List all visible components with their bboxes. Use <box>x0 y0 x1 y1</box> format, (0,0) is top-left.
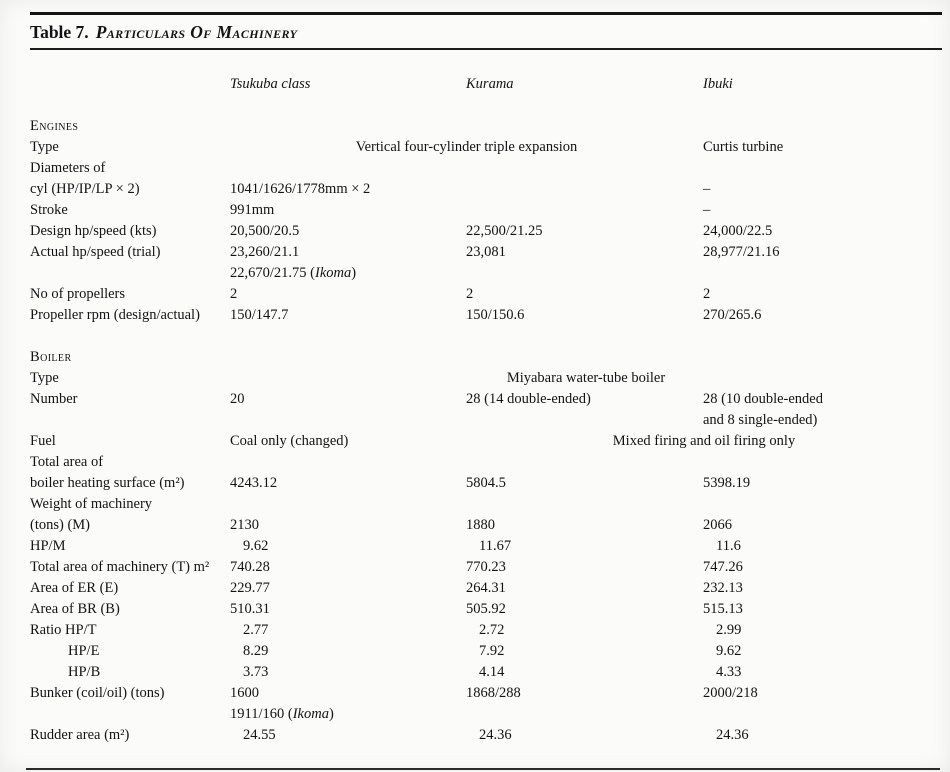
boiler-heading: Boiler <box>30 349 72 365</box>
row-heating-values <box>30 473 942 494</box>
row-label: Actual hp/speed (trial) <box>30 244 161 260</box>
row-label: Type <box>30 139 59 155</box>
row-fuel <box>30 431 942 452</box>
row-label: No of propellers <box>30 286 126 302</box>
area-br-kurama: 505.92 <box>466 601 506 617</box>
ratio-hp-t-ibuki: 2.99 <box>716 622 742 638</box>
hp-b-ibuki: 4.33 <box>716 664 742 680</box>
number-ibuki: 28 (10 double-ended <box>703 391 823 407</box>
section-heading-boiler <box>30 347 942 368</box>
weight-tsukuba: 2130 <box>230 517 259 533</box>
rudder-kurama: 24.36 <box>479 727 512 743</box>
fuel-tsukuba: Coal only (changed) <box>230 433 349 449</box>
propellers-ibuki: 2 <box>703 286 711 302</box>
row-label: boiler heating surface (m²) <box>30 475 185 491</box>
number-ibuki-cont: and 8 single-ended) <box>703 412 818 428</box>
area-br-tsukuba: 510.31 <box>230 601 270 617</box>
area-br-ibuki: 515.13 <box>703 601 743 617</box>
hp-e-tsukuba: 8.29 <box>243 643 269 659</box>
hp-e-kurama: 7.92 <box>479 643 505 659</box>
row-label: HP/E <box>68 643 100 659</box>
row-actual-hp <box>30 242 942 263</box>
row-engine-type <box>30 137 942 158</box>
table-particulars-of-machinery <box>30 74 942 746</box>
actual-hp-ibuki: 28,977/21.16 <box>703 244 780 260</box>
row-design-hp <box>30 221 942 242</box>
diameters-tsukuba: 1041/1626/1778mm × 2 <box>230 181 371 197</box>
ship-name-ikoma: Ikoma <box>314 265 352 281</box>
hp-m-tsukuba: 9.62 <box>243 538 269 554</box>
top-rule <box>30 12 942 15</box>
total-area-kurama: 770.23 <box>466 559 506 575</box>
row-label: Design hp/speed (kts) <box>30 223 157 239</box>
value-pre: 1911/160 ( <box>230 706 293 722</box>
number-tsukuba: 20 <box>230 391 245 407</box>
row-hp-e <box>30 641 942 662</box>
hp-m-kurama: 11.67 <box>479 538 512 554</box>
row-label: HP/B <box>68 664 101 680</box>
value-pre: 22,670/21.75 ( <box>230 265 315 281</box>
col-header-tsukuba: Tsukuba class <box>230 76 311 92</box>
hp-m-ibuki: 11.6 <box>716 538 741 554</box>
row-label: Total area of <box>30 454 104 470</box>
actual-hp-tsukuba: 23,260/21.1 <box>230 244 300 260</box>
row-label: Area of BR (B) <box>30 601 120 617</box>
value-post: ) <box>351 265 357 281</box>
row-stroke <box>30 200 942 221</box>
row-area-br <box>30 599 942 620</box>
ratio-hp-t-kurama: 2.72 <box>479 622 505 638</box>
design-hp-tsukuba: 20,500/20.5 <box>230 223 300 239</box>
propellers-tsukuba: 2 <box>230 286 238 302</box>
diameters-ibuki: – <box>703 181 711 197</box>
row-label: HP/M <box>30 538 66 554</box>
actual-hp-kurama: 23,081 <box>466 244 506 260</box>
table-title-prefix: Table 7. <box>30 22 89 42</box>
table-title <box>30 20 950 44</box>
boiler-type-span-value: Miyabara water-tube boiler <box>506 370 666 386</box>
bunker-ibuki: 2000/218 <box>703 685 758 701</box>
row-label: Ratio HP/T <box>30 622 97 638</box>
title-rule <box>30 48 942 50</box>
engine-type-ibuki: Curtis turbine <box>703 139 784 155</box>
row-label: Total area of machinery (T) m² <box>30 559 210 575</box>
col-header-ibuki: Ibuki <box>703 76 733 92</box>
ratio-hp-t-tsukuba: 2.77 <box>243 622 269 638</box>
stroke-tsukuba: 991mm <box>230 202 275 218</box>
stroke-ibuki: – <box>703 202 711 218</box>
actual-hp-ikoma-value <box>230 263 466 284</box>
weight-ibuki: 2066 <box>703 517 732 533</box>
row-label: Stroke <box>30 202 68 218</box>
rpm-tsukuba: 150/147.7 <box>230 307 289 323</box>
row-label: Number <box>30 391 78 407</box>
total-area-ibuki: 747.26 <box>703 559 743 575</box>
hp-b-tsukuba: 3.73 <box>243 664 269 680</box>
value-post: ) <box>328 706 334 722</box>
propellers-kurama: 2 <box>466 286 474 302</box>
col-header-kurama: Kurama <box>466 76 514 92</box>
fuel-span-value: Mixed firing and oil firing only <box>612 433 796 449</box>
number-kurama: 28 (14 double-ended) <box>466 391 591 407</box>
bunker-tsukuba: 1600 <box>230 685 259 701</box>
row-label: Bunker (coil/oil) (tons) <box>30 685 165 701</box>
row-label: Area of ER (E) <box>30 580 119 596</box>
row-bunker-ikoma <box>30 704 942 725</box>
rudder-tsukuba: 24.55 <box>243 727 276 743</box>
rudder-ibuki: 24.36 <box>716 727 749 743</box>
row-actual-hp-ikoma <box>30 263 942 284</box>
engine-type-span-value: Vertical four-cylinder triple expansion <box>355 139 578 155</box>
row-rudder-area <box>30 725 942 746</box>
design-hp-ibuki: 24,000/22.5 <box>703 223 773 239</box>
table-title-text: Particulars Of Machinery <box>95 22 298 42</box>
row-total-area-machinery <box>30 557 942 578</box>
row-area-er <box>30 578 942 599</box>
row-label: Fuel <box>30 433 56 449</box>
row-label: Weight of machinery <box>30 496 153 512</box>
area-er-tsukuba: 229.77 <box>230 580 270 596</box>
row-label: Type <box>30 370 59 386</box>
row-hp-m <box>30 536 942 557</box>
area-er-ibuki: 232.13 <box>703 580 743 596</box>
row-boiler-type <box>30 368 942 389</box>
rpm-ibuki: 270/265.6 <box>703 307 762 323</box>
bunker-ikoma-value <box>230 704 466 725</box>
row-weight-label <box>30 494 942 515</box>
row-propellers <box>30 284 942 305</box>
bottom-rule <box>26 768 940 770</box>
row-weight-values <box>30 515 942 536</box>
rpm-kurama: 150/150.6 <box>466 307 525 323</box>
weight-kurama: 1880 <box>466 517 495 533</box>
heating-ibuki: 5398.19 <box>703 475 751 491</box>
row-label: Diameters of <box>30 160 106 176</box>
ship-name-ikoma: Ikoma <box>292 706 329 722</box>
bunker-kurama: 1868/288 <box>466 685 521 701</box>
hp-b-kurama: 4.14 <box>479 664 505 680</box>
row-ratio-hp-t <box>30 620 942 641</box>
row-diameters-values <box>30 179 942 200</box>
row-label: cyl (HP/IP/LP × 2) <box>30 181 140 197</box>
row-diameters-label <box>30 158 942 179</box>
row-bunker <box>30 683 942 704</box>
row-boiler-number <box>30 389 942 410</box>
row-label: (tons) (M) <box>30 517 91 533</box>
row-propeller-rpm <box>30 305 942 326</box>
column-header-row <box>30 74 942 95</box>
area-er-kurama: 264.31 <box>466 580 506 596</box>
section-heading-engines <box>30 116 942 137</box>
design-hp-kurama: 22,500/21.25 <box>466 223 543 239</box>
heating-tsukuba: 4243.12 <box>230 475 278 491</box>
heating-kurama: 5804.5 <box>466 475 506 491</box>
row-hp-b <box>30 662 942 683</box>
row-boiler-number-cont <box>30 410 942 431</box>
hp-e-ibuki: 9.62 <box>716 643 742 659</box>
row-label: Propeller rpm (design/actual) <box>30 307 200 323</box>
total-area-tsukuba: 740.28 <box>230 559 270 575</box>
row-label: Rudder area (m²) <box>30 727 130 743</box>
row-heating-label <box>30 452 942 473</box>
engines-heading: Engines <box>30 118 79 134</box>
